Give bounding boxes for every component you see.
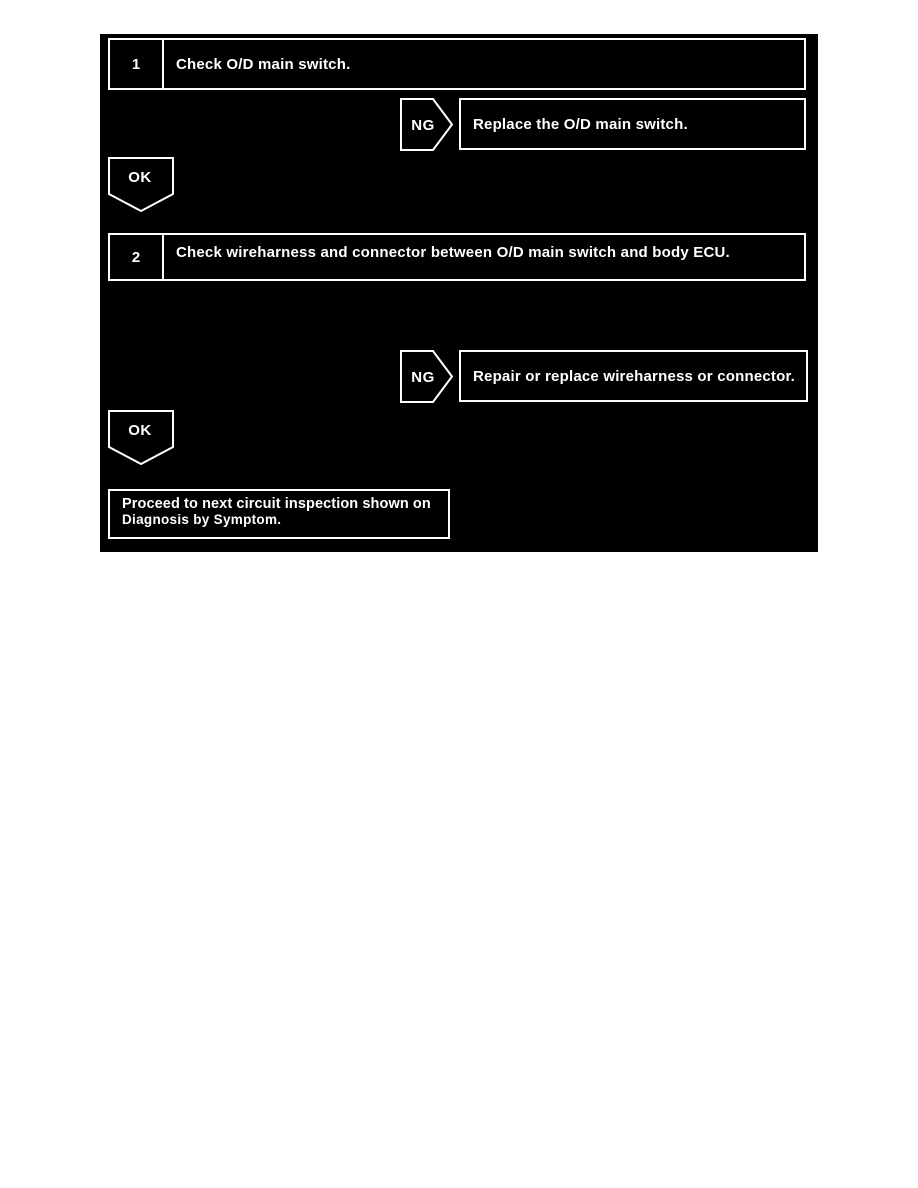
final-instruction-line2: Diagnosis by Symptom. <box>122 512 282 527</box>
ng-label: NG <box>411 117 435 134</box>
ok-label: OK <box>128 169 152 186</box>
ng-arrow-icon <box>400 350 453 403</box>
step-2-number: 2 <box>110 235 164 279</box>
step-1-ng-result-box <box>459 98 806 150</box>
ng-label: NG <box>411 369 435 386</box>
ng-arrow-icon <box>400 98 453 151</box>
step-1-number: 1 <box>110 40 164 88</box>
step-2-box <box>108 233 806 281</box>
ok-arrow-icon <box>108 157 174 213</box>
step-1-instruction: Check O/D main switch. <box>176 55 351 73</box>
step-2-ng-result-box <box>459 350 808 402</box>
step-2-ng-result-text: Repair or replace wireharness or connector. <box>473 367 796 385</box>
ok-arrow-icon <box>108 410 174 466</box>
flowchart-canvas <box>100 34 818 552</box>
step-1-ng-result-text: Replace the O/D main switch. <box>473 115 688 133</box>
final-instruction-box <box>108 489 450 539</box>
final-instruction-line1: Proceed to next circuit inspection shown on <box>122 496 431 512</box>
step-1-box <box>108 38 806 90</box>
step-2-instruction: Check wireharness and connector between O/D main switch and body ECU. <box>176 244 730 261</box>
ok-label: OK <box>128 422 152 439</box>
